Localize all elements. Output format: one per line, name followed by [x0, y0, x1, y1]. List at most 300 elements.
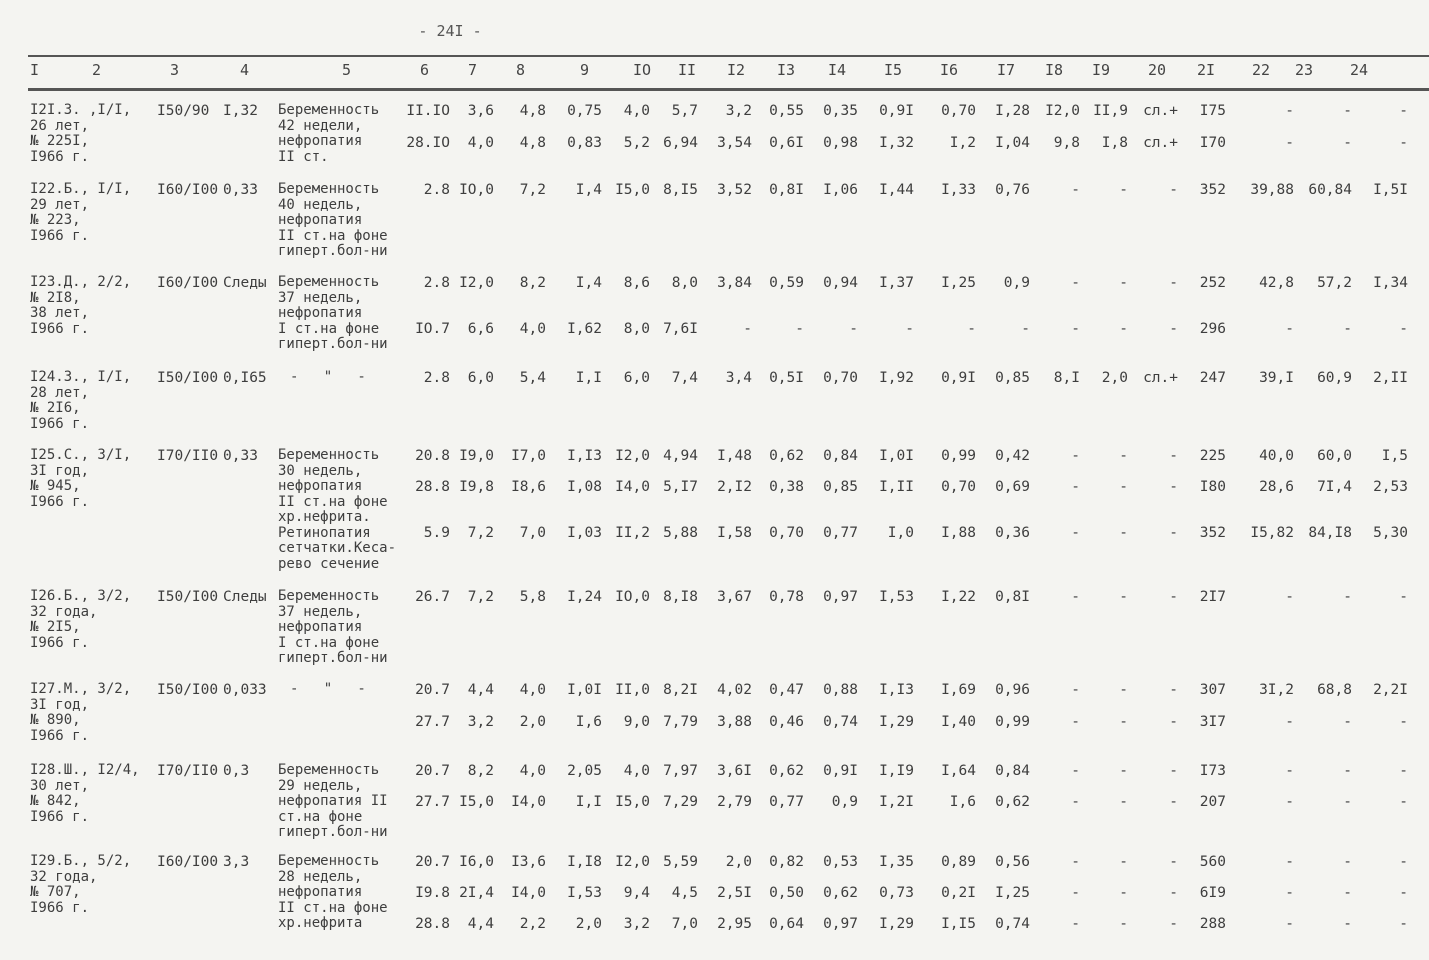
table-cell: 3I7 — [1199, 714, 1226, 730]
table-cell: 27.7 — [415, 714, 450, 730]
table-cell: 4,0 — [467, 135, 494, 151]
table-cell: - — [1285, 589, 1294, 605]
column-4-cell: 3,3 — [223, 854, 250, 870]
table-cell: 39,88 — [1250, 182, 1294, 198]
header-cell: I9 — [1092, 61, 1111, 79]
table-cell: - — [1343, 714, 1352, 730]
table-cell: 2,0 — [575, 916, 602, 932]
header-cell: I5 — [884, 61, 903, 79]
table-cell: I9.8 — [415, 885, 450, 901]
table-cell: - — [1071, 682, 1080, 698]
table-cell: 7,2 — [467, 589, 494, 605]
patient-info-cell: I28.Ш., I2/4, 30 лет, № 842, I966 г. — [30, 762, 140, 825]
table-cell: I,88 — [941, 525, 976, 541]
table-cell: 0,9I — [941, 370, 976, 386]
header-cell: 8 — [516, 61, 526, 79]
table-cell: - — [1169, 321, 1178, 337]
table-cell: 20.7 — [415, 854, 450, 870]
table-cell: - — [1119, 275, 1128, 291]
table-cell: 2,53 — [1373, 479, 1408, 495]
table-cell: 5,30 — [1373, 525, 1408, 541]
table-cell: 0,50 — [769, 885, 804, 901]
header-bottom-rule — [28, 88, 1429, 91]
table-cell: - — [1343, 103, 1352, 119]
table-cell: 0,2I — [941, 885, 976, 901]
table-cell: I70 — [1199, 135, 1226, 151]
page-number: - 24I - — [418, 22, 482, 40]
table-cell: - — [1071, 182, 1080, 198]
table-cell: I5,82 — [1250, 525, 1294, 541]
table-cell: 0,69 — [995, 479, 1030, 495]
table-cell: I9,0 — [459, 448, 494, 464]
table-cell: 8,6 — [623, 275, 650, 291]
table-cell: IO,0 — [459, 182, 494, 198]
table-cell: 352 — [1199, 182, 1226, 198]
table-cell: I,I5 — [941, 916, 976, 932]
table-cell: I4,0 — [511, 794, 546, 810]
table-cell: 225 — [1199, 448, 1226, 464]
table-cell: 0,55 — [769, 103, 804, 119]
diagnosis-cell: Беременность 40 недель, нефропатия II ст.на фоне гиперт.бол-ни — [278, 181, 388, 259]
table-cell: 0,5I — [769, 370, 804, 386]
table-cell: 6I9 — [1199, 885, 1226, 901]
column-4-cell: 0,33 — [223, 182, 258, 198]
table-cell: 0,8I — [769, 182, 804, 198]
diagnosis-cell: Беременность 37 недель, нефропатия I ст.на фоне гиперт.бол-ни — [278, 588, 388, 666]
table-cell: 3,84 — [717, 275, 752, 291]
table-cell: - — [1119, 763, 1128, 779]
table-cell: I73 — [1199, 763, 1226, 779]
table-cell: - — [1119, 182, 1128, 198]
table-cell: 28,6 — [1259, 479, 1294, 495]
table-cell: 8,0 — [671, 275, 698, 291]
patient-info-cell: I23.Д., 2/2, № 2I8, 38 лет, I966 г. — [30, 274, 132, 337]
table-cell: 0,96 — [995, 682, 1030, 698]
table-cell: - — [905, 321, 914, 337]
table-cell: - — [1169, 589, 1178, 605]
table-cell: 6,0 — [623, 370, 650, 386]
table-cell: 4,4 — [467, 916, 494, 932]
table-cell: I,28 — [995, 103, 1030, 119]
table-cell: I,58 — [717, 525, 752, 541]
table-cell: 0,9I — [823, 763, 858, 779]
table-cell: 0,84 — [823, 448, 858, 464]
table-cell: 2.8 — [423, 182, 450, 198]
table-cell: 2,0 — [725, 854, 752, 870]
table-cell: 8,I — [1053, 370, 1080, 386]
table-cell: 4,8 — [519, 103, 546, 119]
table-cell: - — [1119, 525, 1128, 541]
table-cell: 0,84 — [995, 763, 1030, 779]
table-cell: 0,99 — [995, 714, 1030, 730]
table-cell: 60,9 — [1317, 370, 1352, 386]
table-cell: - — [1071, 589, 1080, 605]
table-cell: - — [1071, 275, 1080, 291]
table-cell: 0,47 — [769, 682, 804, 698]
table-cell: 8,I5 — [663, 182, 698, 198]
table-cell: I,62 — [567, 321, 602, 337]
table-cell: 0,97 — [823, 916, 858, 932]
column-4-cell: Следы — [223, 275, 267, 291]
table-cell: 0,70 — [941, 103, 976, 119]
table-cell: - — [1071, 448, 1080, 464]
table-cell: 7,2 — [467, 525, 494, 541]
table-cell: - — [1119, 714, 1128, 730]
table-cell: 4,0 — [519, 763, 546, 779]
table-cell: - — [1119, 479, 1128, 495]
table-cell: - — [1285, 885, 1294, 901]
table-cell: - — [1399, 589, 1408, 605]
table-cell: 2,2 — [519, 916, 546, 932]
table-cell: 0,85 — [823, 479, 858, 495]
table-cell: 4,0 — [623, 103, 650, 119]
table-cell: 7,4 — [671, 370, 698, 386]
table-cell: I,29 — [879, 714, 914, 730]
table-cell: I4,0 — [615, 479, 650, 495]
table-cell: 5,7 — [671, 103, 698, 119]
header-cell: I3 — [777, 61, 796, 79]
table-cell: I,6 — [949, 794, 976, 810]
table-cell: - — [1071, 321, 1080, 337]
diagnosis-cell: - " - — [290, 681, 366, 697]
table-cell: 20.8 — [415, 448, 450, 464]
table-cell: 2,0 — [519, 714, 546, 730]
table-cell: 20.7 — [415, 763, 450, 779]
table-cell: - — [1343, 589, 1352, 605]
table-cell: 0,97 — [823, 589, 858, 605]
table-cell: - — [1285, 763, 1294, 779]
header-cell: I — [30, 61, 40, 79]
table-cell: - — [1071, 479, 1080, 495]
table-cell: - — [1169, 525, 1178, 541]
column-4-cell: I,32 — [223, 103, 258, 119]
table-cell: 7,6I — [663, 321, 698, 337]
table-cell: - — [1285, 854, 1294, 870]
patient-info-cell: I29.Б., 5/2, 32 года, № 707, I966 г. — [30, 853, 132, 916]
table-cell: 2I,4 — [459, 885, 494, 901]
table-cell: - — [1399, 854, 1408, 870]
table-cell: II.IO — [406, 103, 450, 119]
table-cell: 39,I — [1259, 370, 1294, 386]
blood-pressure-cell: I50/I00 — [157, 682, 219, 698]
table-cell: I9,8 — [459, 479, 494, 495]
table-cell: 7,0 — [519, 525, 546, 541]
table-cell: I,44 — [879, 182, 914, 198]
table-cell: - — [1071, 525, 1080, 541]
table-cell: I,34 — [1373, 275, 1408, 291]
table-cell: I,06 — [823, 182, 858, 198]
table-cell: - — [1119, 682, 1128, 698]
table-cell: - — [1169, 885, 1178, 901]
table-cell: 5,59 — [663, 854, 698, 870]
table-cell: - — [1119, 321, 1128, 337]
table-cell: 5,I7 — [663, 479, 698, 495]
table-cell: - — [1285, 135, 1294, 151]
table-cell: I,53 — [567, 885, 602, 901]
table-cell: I2,0 — [615, 854, 650, 870]
table-cell: 207 — [1199, 794, 1226, 810]
diagnosis-cell: Беременность 29 недель, нефропатия II ст.на фоне гиперт.бол-ни — [278, 762, 388, 840]
table-cell: I,25 — [941, 275, 976, 291]
table-cell: 60,0 — [1317, 448, 1352, 464]
table-cell: I,I3 — [879, 682, 914, 698]
table-cell: 2,79 — [717, 794, 752, 810]
table-cell: I,2I — [879, 794, 914, 810]
table-cell: I7,0 — [511, 448, 546, 464]
table-cell: 0,53 — [823, 854, 858, 870]
table-cell: I,0I — [567, 682, 602, 698]
table-cell: 40,0 — [1259, 448, 1294, 464]
table-cell: I,48 — [717, 448, 752, 464]
table-cell: I,I — [575, 794, 602, 810]
table-cell: 252 — [1199, 275, 1226, 291]
table-cell: 26.7 — [415, 589, 450, 605]
blood-pressure-cell: I50/I00 — [157, 589, 219, 605]
table-cell: 0,35 — [823, 103, 858, 119]
header-cell: I4 — [828, 61, 847, 79]
table-cell: 560 — [1199, 854, 1226, 870]
header-cell: 4 — [240, 61, 250, 79]
header-cell: 22 — [1252, 61, 1271, 79]
table-cell: 9,4 — [623, 885, 650, 901]
patient-info-cell: I26.Б., 3/2, 32 года, № 2I5, I966 г. — [30, 588, 132, 651]
table-cell: 247 — [1199, 370, 1226, 386]
table-cell: - — [1119, 854, 1128, 870]
table-cell: I4,0 — [511, 885, 546, 901]
table-cell: II,2 — [615, 525, 650, 541]
table-cell: 0,98 — [823, 135, 858, 151]
header-cell: I6 — [940, 61, 959, 79]
table-cell: 28.8 — [415, 479, 450, 495]
header-cell: 7 — [468, 61, 478, 79]
column-4-cell: 0,033 — [223, 682, 267, 698]
table-cell: - — [1169, 275, 1178, 291]
table-cell: I,24 — [567, 589, 602, 605]
table-cell: 0,64 — [769, 916, 804, 932]
table-cell: - — [1343, 763, 1352, 779]
table-cell: - — [1399, 763, 1408, 779]
table-cell: 28.8 — [415, 916, 450, 932]
table-cell: 2,II — [1373, 370, 1408, 386]
diagnosis-cell: - " - — [290, 369, 366, 385]
table-cell: I,33 — [941, 182, 976, 198]
table-cell: 57,2 — [1317, 275, 1352, 291]
table-cell: 0,75 — [567, 103, 602, 119]
table-cell: 2,95 — [717, 916, 752, 932]
table-cell: - — [1071, 763, 1080, 779]
table-cell: - — [1169, 682, 1178, 698]
table-cell: I,5I — [1373, 182, 1408, 198]
table-cell: 0,73 — [879, 885, 914, 901]
table-cell: I,29 — [879, 916, 914, 932]
table-cell: - — [1285, 916, 1294, 932]
table-cell: I,4 — [575, 182, 602, 198]
column-4-cell: 0,3 — [223, 763, 250, 779]
table-cell: 6,6 — [467, 321, 494, 337]
table-cell: I,64 — [941, 763, 976, 779]
header-cell: 2I — [1197, 61, 1216, 79]
table-cell: I,04 — [995, 135, 1030, 151]
table-cell: 5,8 — [519, 589, 546, 605]
table-cell: 0,6I — [769, 135, 804, 151]
table-cell: 4,0 — [519, 321, 546, 337]
table-cell: I5,0 — [615, 794, 650, 810]
table-cell: I6,0 — [459, 854, 494, 870]
table-cell: - — [1119, 794, 1128, 810]
table-cell: - — [1343, 885, 1352, 901]
table-cell: - — [1399, 103, 1408, 119]
blood-pressure-cell: I60/I00 — [157, 275, 219, 291]
table-cell: IO,0 — [615, 589, 650, 605]
table-cell: 3,88 — [717, 714, 752, 730]
table-cell: II,9 — [1093, 103, 1128, 119]
table-cell: 6,0 — [467, 370, 494, 386]
table-cell: IO.7 — [415, 321, 450, 337]
header-cell: 23 — [1295, 61, 1314, 79]
table-cell: 0,78 — [769, 589, 804, 605]
table-cell: - — [1071, 794, 1080, 810]
table-cell: 0,9 — [831, 794, 858, 810]
patient-info-cell: I25.С., 3/I, 3I год, № 945, I966 г. — [30, 447, 132, 510]
table-cell: I,32 — [879, 135, 914, 151]
table-cell: 42,8 — [1259, 275, 1294, 291]
table-cell: 20.7 — [415, 682, 450, 698]
table-cell: 0,77 — [769, 794, 804, 810]
table-cell: I8,6 — [511, 479, 546, 495]
table-cell: I,92 — [879, 370, 914, 386]
header-cell: I7 — [997, 61, 1016, 79]
table-cell: I,I8 — [567, 854, 602, 870]
diagnosis-cell: Беременность 28 недель, нефропатия II ст.на фоне хр.нефрита — [278, 853, 388, 931]
table-cell: 4,02 — [717, 682, 752, 698]
table-cell: 0,36 — [995, 525, 1030, 541]
table-cell: 0,62 — [823, 885, 858, 901]
table-cell: 3,2 — [623, 916, 650, 932]
table-cell: 307 — [1199, 682, 1226, 698]
table-cell: - — [1399, 714, 1408, 730]
table-cell: 0,88 — [823, 682, 858, 698]
table-cell: I,4 — [575, 275, 602, 291]
column-4-cell: 0,I65 — [223, 370, 267, 386]
patient-info-cell: I2I.З. ,I/I, 26 лет, № 225I, I966 г. — [30, 102, 132, 165]
header-cell: 24 — [1350, 61, 1369, 79]
header-cell: 2 — [92, 61, 102, 79]
table-cell: - — [849, 321, 858, 337]
table-cell: 3,4 — [725, 370, 752, 386]
header-cell: 6 — [420, 61, 430, 79]
table-cell: 7,2 — [519, 182, 546, 198]
header-cell: 3 — [170, 61, 180, 79]
table-cell: - — [1169, 916, 1178, 932]
header-cell: I2 — [727, 61, 746, 79]
table-cell: 2,5I — [717, 885, 752, 901]
table-cell: 60,84 — [1308, 182, 1352, 198]
table-cell: I75 — [1199, 103, 1226, 119]
table-cell: 0,77 — [823, 525, 858, 541]
column-4-cell: 0,33 — [223, 448, 258, 464]
table-cell: 2.8 — [423, 370, 450, 386]
table-cell: - — [1285, 103, 1294, 119]
header-top-rule — [28, 55, 1429, 57]
table-cell: 0,74 — [995, 916, 1030, 932]
header-cell: 9 — [580, 61, 590, 79]
table-cell: I,03 — [567, 525, 602, 541]
table-cell: - — [1343, 794, 1352, 810]
table-cell: 0,94 — [823, 275, 858, 291]
table-cell: - — [1169, 182, 1178, 198]
table-cell: - — [1343, 321, 1352, 337]
table-cell: 3,6I — [717, 763, 752, 779]
table-cell: - — [1119, 916, 1128, 932]
table-cell: 0,62 — [769, 448, 804, 464]
blood-pressure-cell: I50/90 — [157, 103, 210, 119]
table-cell: 0,70 — [941, 479, 976, 495]
blood-pressure-cell: I60/I00 — [157, 182, 219, 198]
table-cell: 3,6 — [467, 103, 494, 119]
table-cell: 4,0 — [623, 763, 650, 779]
header-cell: I8 — [1045, 61, 1064, 79]
table-cell: I,53 — [879, 589, 914, 605]
table-cell: I2,0 — [1045, 103, 1080, 119]
table-cell: 3I,2 — [1259, 682, 1294, 698]
table-cell: 4,5 — [671, 885, 698, 901]
table-cell: II,0 — [615, 682, 650, 698]
header-cell: IO — [633, 61, 652, 79]
table-cell: - — [1343, 854, 1352, 870]
table-cell: 0,9I — [879, 103, 914, 119]
table-cell: 0,46 — [769, 714, 804, 730]
table-cell: - — [743, 321, 752, 337]
table-cell: - — [1343, 916, 1352, 932]
table-cell: 3,2 — [725, 103, 752, 119]
table-cell: 2.8 — [423, 275, 450, 291]
table-cell: 28.IO — [406, 135, 450, 151]
table-cell: 6,94 — [663, 135, 698, 151]
table-cell: 0,59 — [769, 275, 804, 291]
table-cell: I80 — [1199, 479, 1226, 495]
table-cell: 8,2 — [467, 763, 494, 779]
table-cell: 2,0 — [1101, 370, 1128, 386]
table-cell: 27.7 — [415, 794, 450, 810]
table-cell: 0,42 — [995, 448, 1030, 464]
table-cell: - — [1399, 321, 1408, 337]
blood-pressure-cell: I60/I00 — [157, 854, 219, 870]
table-cell: 0,56 — [995, 854, 1030, 870]
table-cell: I,35 — [879, 854, 914, 870]
table-cell: 8,I8 — [663, 589, 698, 605]
table-cell: 8,2I — [663, 682, 698, 698]
table-cell: I,5 — [1381, 448, 1408, 464]
table-cell: 0,89 — [941, 854, 976, 870]
table-cell: 2,05 — [567, 763, 602, 779]
table-cell: 4,8 — [519, 135, 546, 151]
table-cell: I,I — [575, 370, 602, 386]
table-cell: 5,88 — [663, 525, 698, 541]
table-cell: - — [1399, 794, 1408, 810]
table-cell: 5.9 — [423, 525, 450, 541]
table-cell: - — [1119, 885, 1128, 901]
column-4-cell: Следы — [223, 589, 267, 605]
table-cell: 8,2 — [519, 275, 546, 291]
table-cell: 3,54 — [717, 135, 752, 151]
blood-pressure-cell: I50/I00 — [157, 370, 219, 386]
table-cell: 7,29 — [663, 794, 698, 810]
table-cell: - — [1169, 854, 1178, 870]
table-cell: 0,74 — [823, 714, 858, 730]
diagnosis-cell: Беременность 42 недели, нефропатия II ст. — [278, 102, 380, 165]
table-cell: - — [1285, 794, 1294, 810]
table-cell: 0,9 — [1003, 275, 1030, 291]
